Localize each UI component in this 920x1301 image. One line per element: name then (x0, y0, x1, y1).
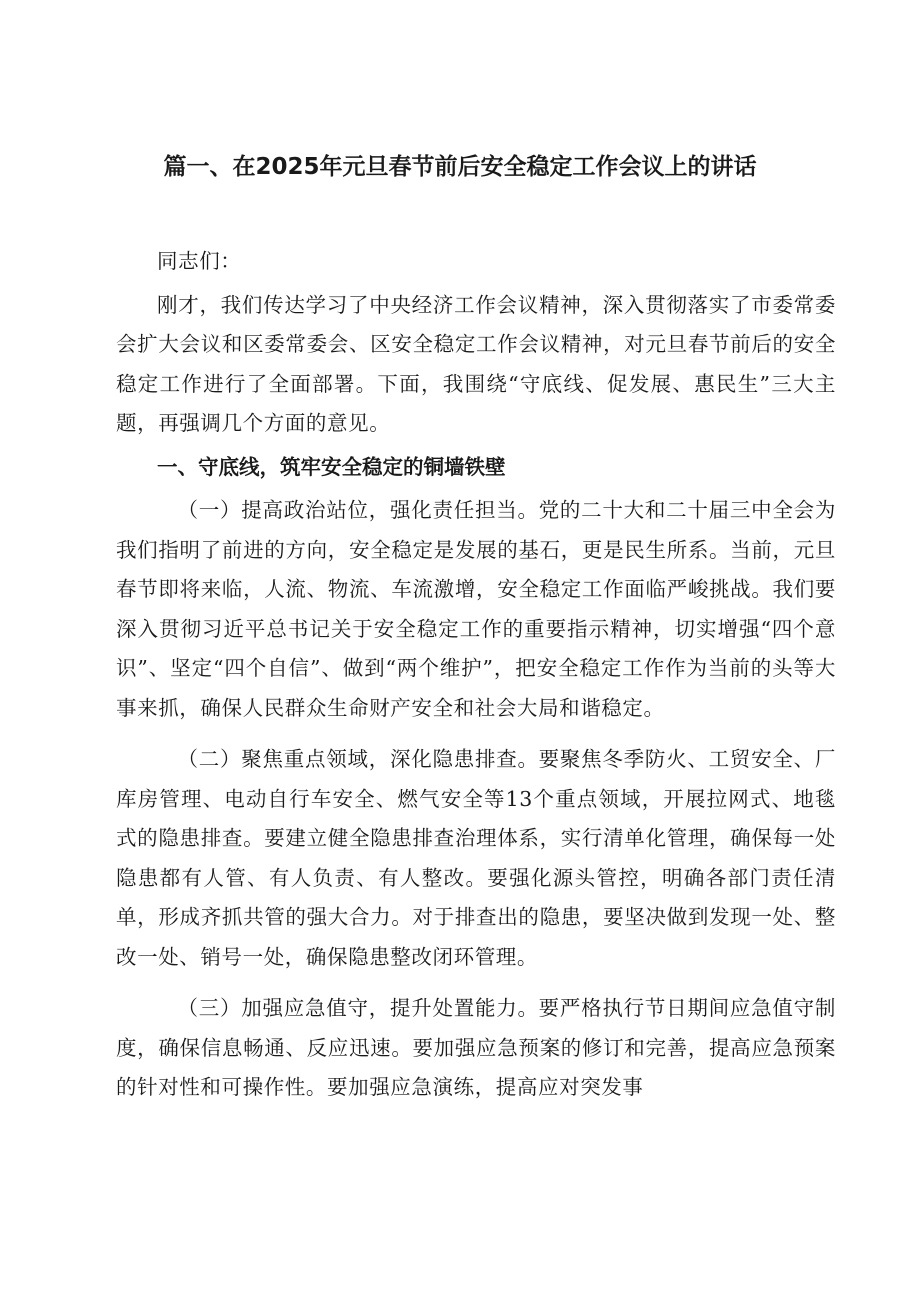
document-title: 篇一、在2025年元旦春节前后安全稳定工作会议上的讲话 (163, 154, 757, 180)
document-body (116, 242, 836, 1108)
intro-paragraph: 刚才，我们传达学习了中央经济工作会议精神，深入贯彻落实了市委常委会扩大会议和区委常委会、区安全稳定工作会议精神，对元旦春节前后的安全稳定工作进行了全面部署。下面，我围绕“守底线、促发展、惠民生”三大主题，再强调几个方面的意见。 (116, 292, 836, 435)
salutation: 同志们： (157, 249, 242, 273)
paragraph-item-2: （二）聚焦重点领域，深化隐患排查。要聚焦冬季防火、工贸安全、厂库房管理、电动自行车安全、燃气安全等13个重点领域，开展拉网式、地毯式的隐患排查。要建立健全隐患排查治理体系，实行清单化管理，确保每一处隐患都有人管、有人负责、有人整改。要强化源头管控，明确各部门责任清单，形成齐抓共管的强大合力。对于排查出的隐患，要坚决做到发现一处、整改一处、销号一处，确保隐患整改闭环管理。 (116, 747, 836, 969)
paragraph-item-1: （一）提高政治站位，强化责任担当。党的二十大和二十届三中全会为我们指明了前进的方向，安全稳定是发展的基石，更是民生所系。当前，元旦春节即将来临，人流、物流、车流激增，安全稳定工作面临严峻挑战。我们要深入贯彻习近平总书记关于安全稳定工作的重要指示精神，切实增强“四个意识”、坚定“四个自信”、做到“两个维护”，把安全稳定工作作为当前的头等大事来抓，确保人民群众生命财产安全和社会大局和谐稳定。 (116, 498, 836, 720)
paragraph-item-3: （三）加强应急值守，提升处置能力。要严格执行节日期间应急值守制度，确保信息畅通、反应迅速。要加强应急预案的修订和完善，提高应急预案的针对性和可操作性。要加强应急演练，提高应对突发事 (116, 996, 836, 1099)
section-heading: 一、守底线，筑牢安全稳定的铜墙铁壁 (157, 454, 506, 479)
